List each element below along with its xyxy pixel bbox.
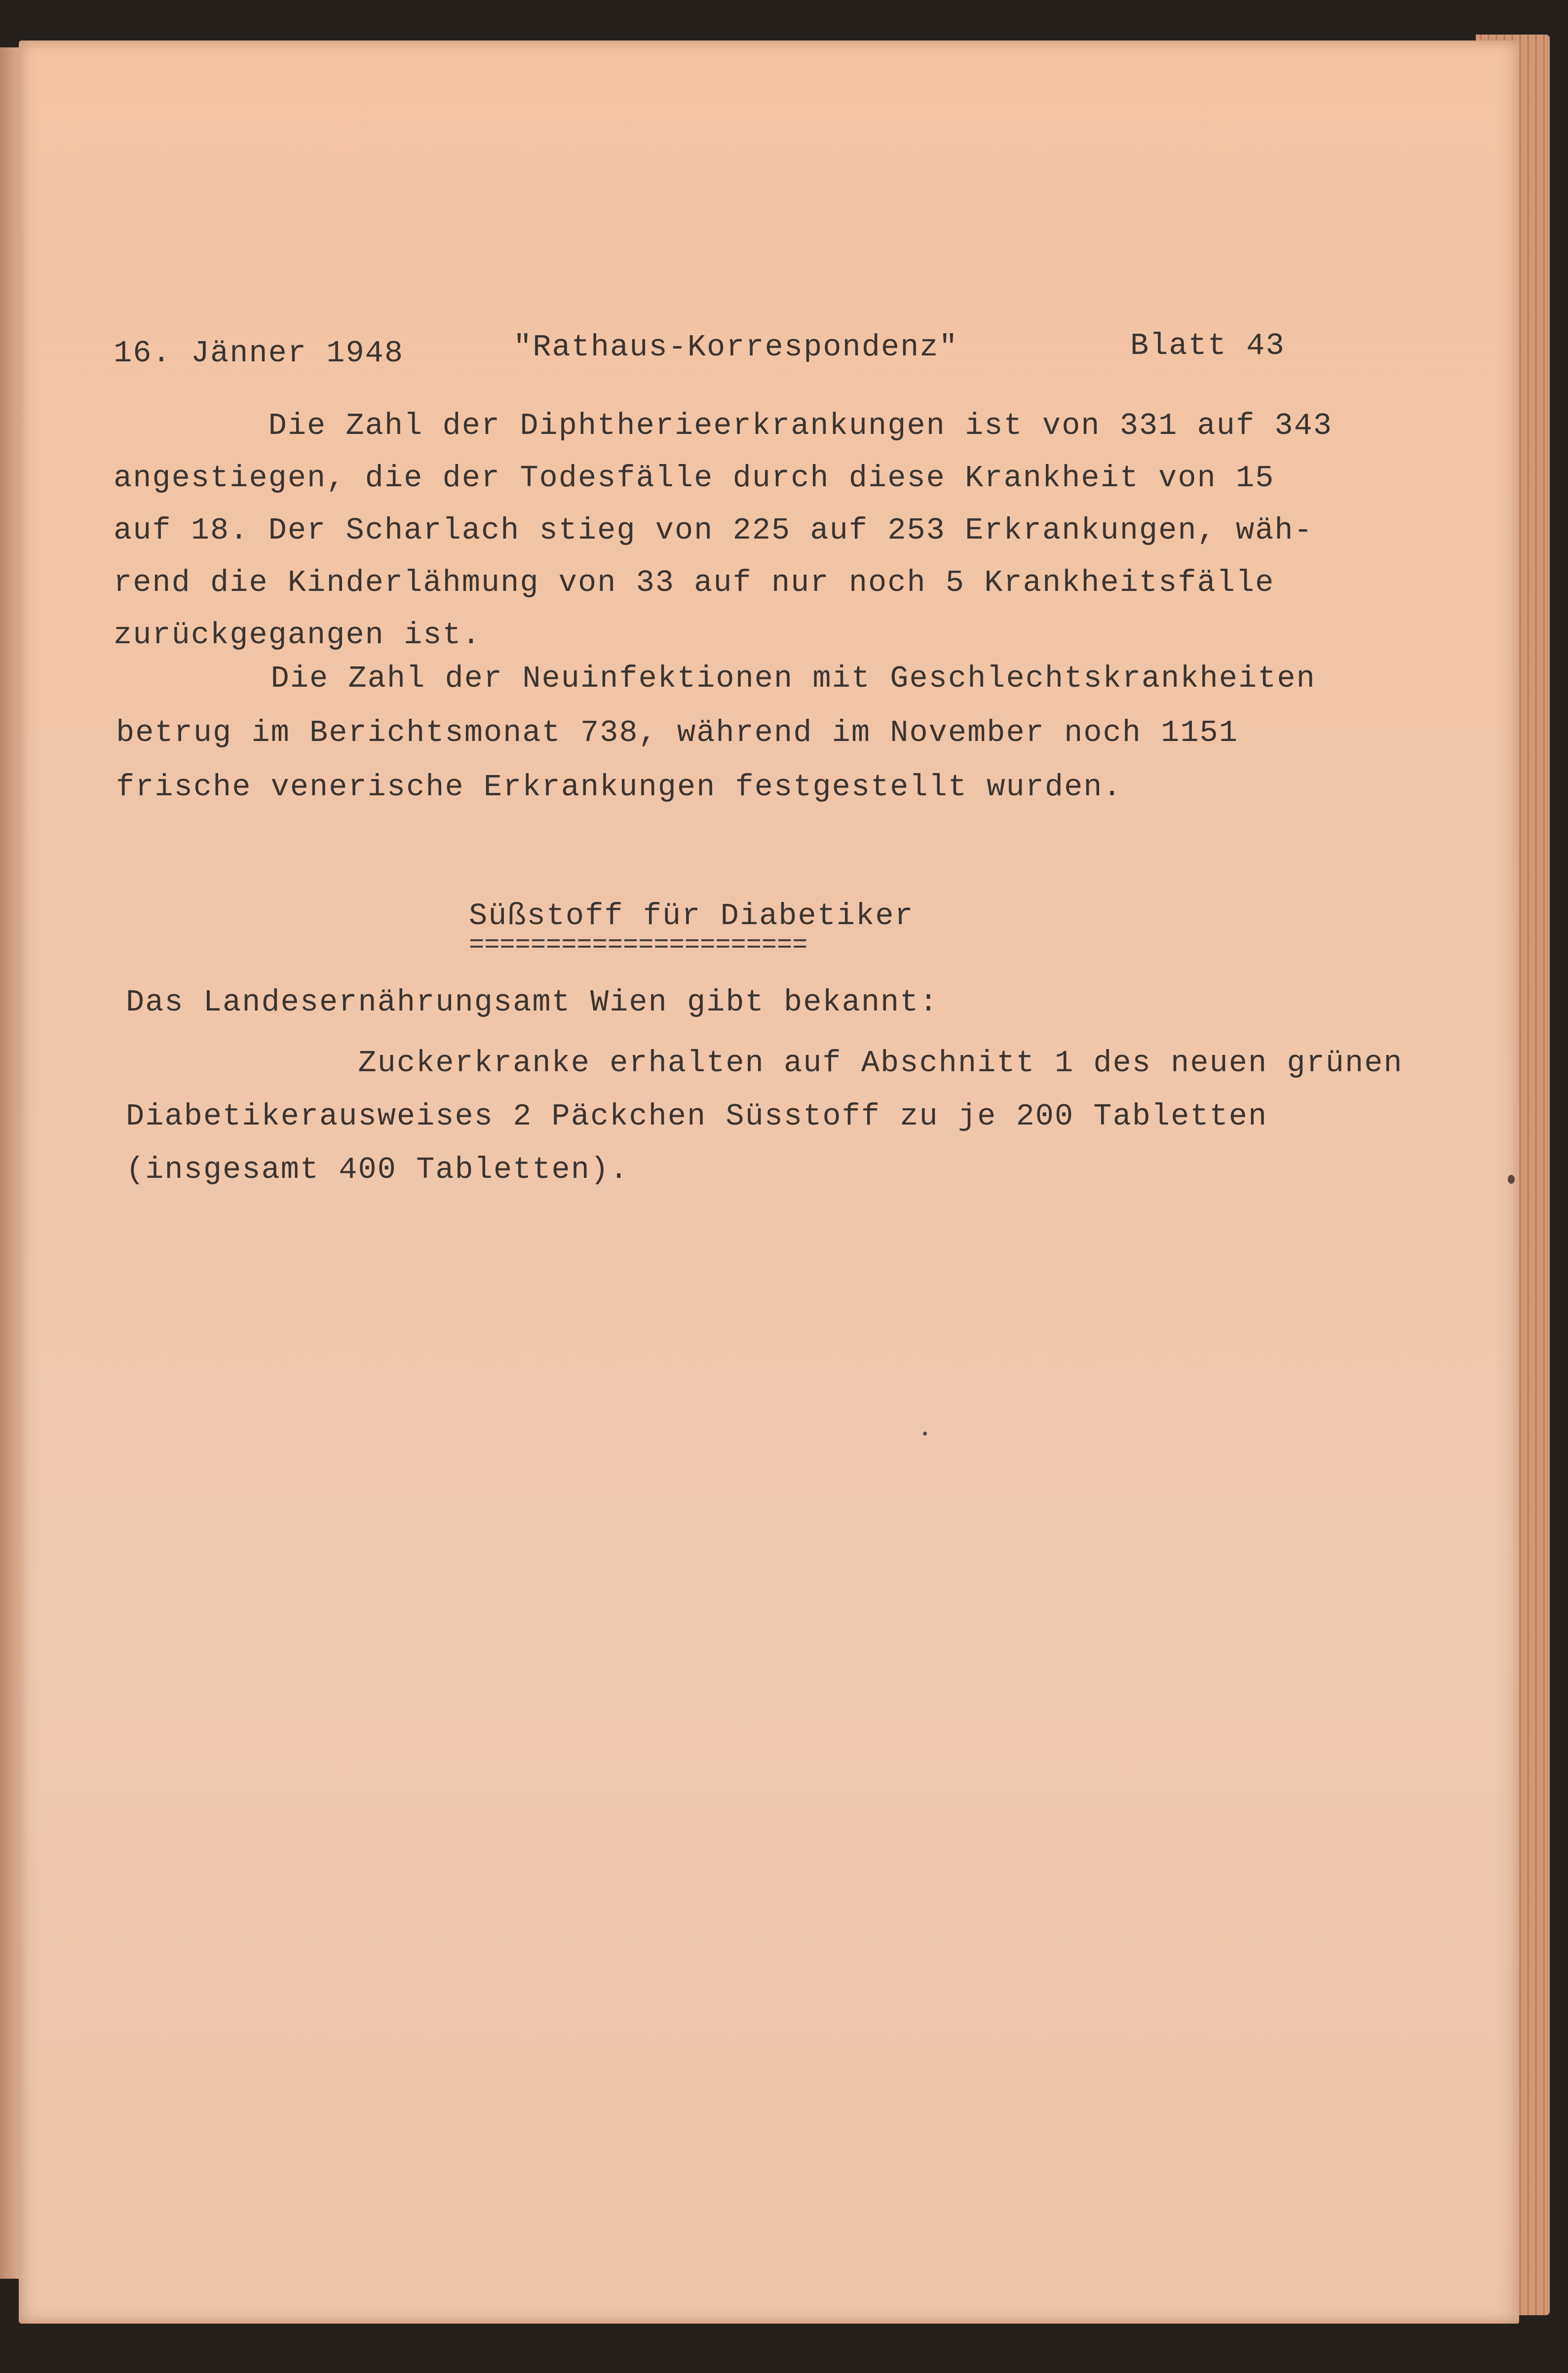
announcement-intro: Das Landesernährungsamt Wien gibt bekannt: (126, 985, 939, 1020)
paper-fleck (1508, 1175, 1515, 1184)
header-date: 16. Jänner 1948 (114, 336, 404, 371)
section-heading: Süßstoff für Diabetiker (469, 898, 914, 934)
paragraph-infections: Die Zahl der Neuinfektionen mit Geschlechtskrankheiten betrug im Berichtsmonat 738, während im November noch 1151 frische venerische Erkrankungen festgestellt wurden. (116, 661, 1316, 805)
paper-fleck (923, 1432, 927, 1436)
announcement-body: Zuckerkranke erhalten auf Abschnitt 1 des neuen grünen Diabetikerausweises 2 Päckchen Süsstoff zu je 200 Tabletten (insgesamt 400 Tabletten). (126, 1046, 1403, 1187)
section-heading-underline: ====================== (469, 931, 808, 960)
paragraph-diphtheria: Die Zahl der Diphtherieerkrankungen ist von 331 auf 343 angestiegen, die der Todesfälle durch diese Krankheit von 15 auf 18. Der Scharlach stieg von 225 auf 253 Erkrankungen, wäh- rend die Kinderlähmung von 33 auf nur noch 5 Krankheitsfälle zurückgegangen ist. (114, 408, 1333, 653)
header-sheet-number: Blatt 43 (1130, 328, 1285, 363)
header-title: "Rathaus-Korrespondenz" (513, 330, 958, 365)
